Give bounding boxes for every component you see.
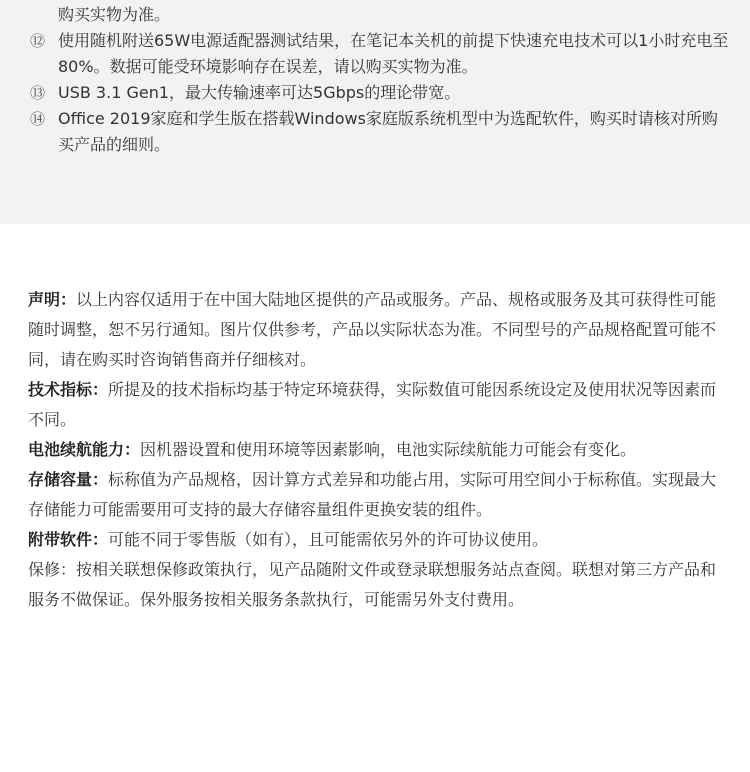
paragraph-label: 声明： — [28, 290, 77, 309]
footnote-14 — [30, 106, 730, 158]
paragraph-text: 可能不同于零售版（如有），且可能需依另外的许可协议使用。 — [108, 530, 549, 549]
paragraph-text: 标称值为产品规格，因计算方式差异和功能占用，实际可用空间小于标称值。实现最大存储能力可能需要用可支持的最大存储容量组件更换安装的组件。 — [28, 470, 717, 519]
paragraph-label: 电池续航能力： — [28, 440, 141, 459]
disclaimer-section — [28, 285, 722, 615]
paragraph-label: 存储容量： — [28, 470, 109, 489]
footnote-12 — [30, 28, 730, 80]
disclaimer-statement — [28, 285, 722, 375]
footnote-text: USB 3.1 Gen1，最大传输速率可达5Gbps的理论带宽。 — [58, 83, 461, 102]
disclaimer-battery — [28, 435, 722, 465]
disclaimer-storage — [28, 465, 722, 525]
paragraph-label: 附带软件： — [28, 530, 109, 549]
disclaimer-tech-specs — [28, 375, 722, 435]
footnotes-panel — [0, 0, 750, 224]
disclaimer-warranty — [28, 555, 722, 615]
disclaimer-software — [28, 525, 722, 555]
footnote-continuation — [30, 2, 730, 28]
footnote-number: ⑬ — [30, 84, 46, 102]
paragraph-text: 因机器设置和使用环境等因素影响，电池实际续航能力可能会有变化。 — [140, 440, 637, 459]
footnote-13 — [30, 80, 730, 106]
paragraph-text: 以上内容仅适用于在中国大陆地区提供的产品或服务。产品、规格或服务及其可获得性可能随时调整，恕不另行通知。图片仅供参考，产品以实际状态为准。不同型号的产品规格配置可能不同，请在购买时咨询销售商并仔细核对。 — [28, 290, 717, 369]
paragraph-label: 技术指标： — [28, 380, 109, 399]
footnote-text: Office 2019家庭和学生版在搭载Windows家庭版系统机型中为选配软件，购买时请核对所购买产品的细则。 — [58, 109, 718, 154]
paragraph-text: 保修：按相关联想保修政策执行，见产品随附文件或登录联想服务站点查阅。联想对第三方产品和服务不做保证。保外服务按相关服务条款执行，可能需另外支付费用。 — [28, 560, 717, 609]
footnote-text: 购买实物为准。 — [58, 5, 171, 24]
footnote-text: 使用随机附送65W电源适配器测试结果，在笔记本关机的前提下快速充电技术可以1小时充电至80%。数据可能受环境影响存在误差，请以购买实物为准。 — [58, 31, 729, 76]
footnote-number: ⑭ — [30, 110, 46, 128]
paragraph-text: 所提及的技术指标均基于特定环境获得，实际数值可能因系统设定及使用状况等因素而不同。 — [28, 380, 717, 429]
footnote-number: ⑫ — [30, 32, 46, 50]
